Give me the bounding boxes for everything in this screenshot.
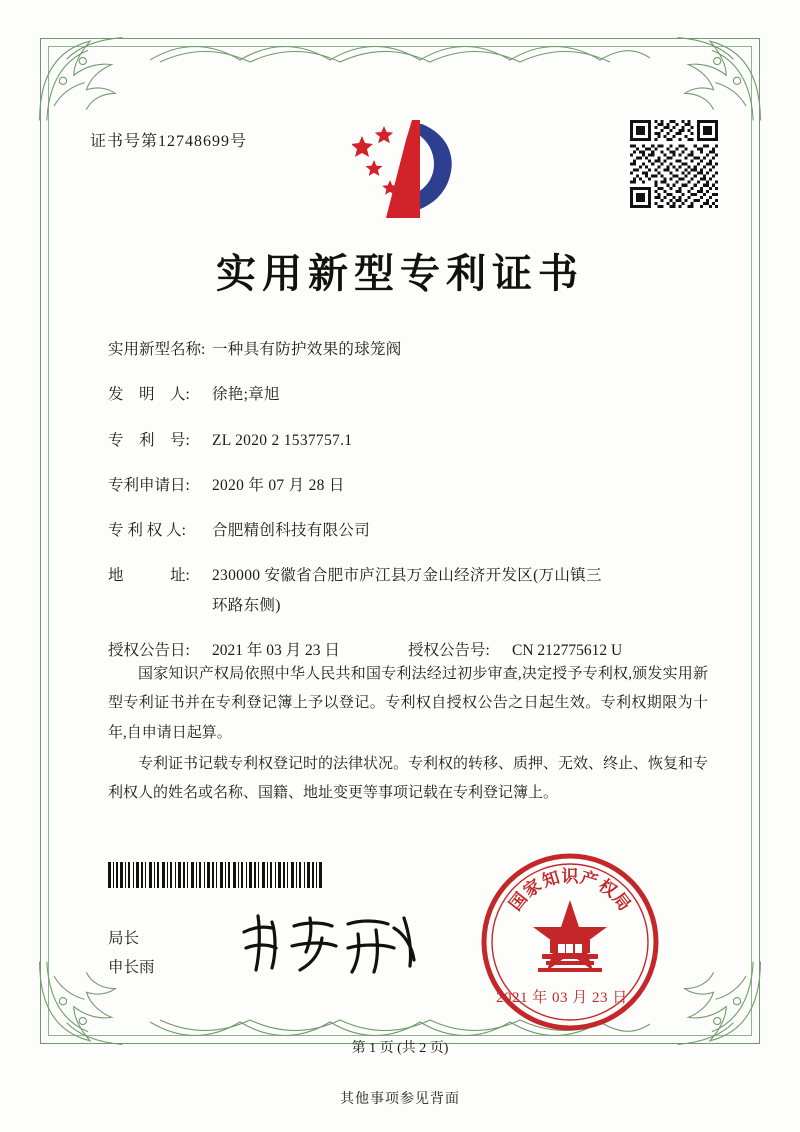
field-value-address-line2: 环路东侧) xyxy=(212,596,281,614)
director-name-label: 申长雨 xyxy=(108,958,155,976)
field-label-patentee: 专 利 权 人: xyxy=(108,522,186,539)
field-label-address: 地 址: xyxy=(108,567,190,585)
svg-text:权: 权 xyxy=(594,875,620,902)
qr-code-icon xyxy=(630,120,718,208)
footer-note: 其他事项参见背面 xyxy=(340,1092,460,1107)
field-value-application-date: 2020 年 07 月 28 日 xyxy=(212,476,345,494)
handwritten-signature xyxy=(236,908,426,980)
svg-text:知: 知 xyxy=(539,867,563,892)
page-title: 实用新型专利证书 xyxy=(216,251,584,297)
field-label-application-date: 专利申请日: xyxy=(108,476,190,494)
field-label-grant-number: 授权公告号: xyxy=(408,641,490,659)
field-value-patentee: 合肥精创科技有限公司 xyxy=(212,522,371,539)
svg-text:识: 识 xyxy=(561,867,579,887)
legal-paragraph-2: 专利证书记载专利权登记时的法律状况。专利权的转移、质押、无效、终止、恢复和专利权人的姓名或名称、国籍、地址变更等事项记载在专利登记簿上。 xyxy=(108,755,709,801)
field-application-date xyxy=(108,474,710,497)
field-value-grant-number: CN 212775612 U xyxy=(512,641,623,659)
corner-ornament-bottom-right xyxy=(674,958,764,1048)
field-value-patent-number: ZL 2020 2 1537757.1 xyxy=(212,431,353,449)
cnipa-logo-icon xyxy=(352,118,464,222)
signature-block xyxy=(108,925,155,982)
field-label-name: 实用新型名称: xyxy=(108,341,206,358)
field-inventor xyxy=(108,383,710,406)
field-address xyxy=(108,564,710,617)
field-utility-model-name xyxy=(108,338,710,361)
svg-text:产: 产 xyxy=(577,867,601,892)
field-label-grant-date: 授权公告日: xyxy=(108,641,190,659)
field-value-grant-date: 2021 年 03 月 23 日 xyxy=(212,641,340,659)
field-value-address-line1: 230000 安徽省合肥市庐江县万金山经济开发区(万山镇三 xyxy=(212,567,602,585)
field-grant-date xyxy=(108,639,408,662)
barcode-icon xyxy=(108,862,322,888)
svg-text:国: 国 xyxy=(505,889,532,915)
field-patent-number xyxy=(108,429,710,452)
svg-text:家: 家 xyxy=(520,875,546,902)
corner-ornament-top-left xyxy=(36,34,126,124)
legal-paragraph-1: 国家知识产权局依照中华人民共和国专利法经过初步审查,决定授予专利权,颁发实用新型专利证书并在专利登记簿上予以登记。专利权自授权公告之日起生效。专利权期限为十年,自申请日起算。 xyxy=(108,666,708,741)
field-value-name: 一种具有防护效果的球笼阀 xyxy=(212,341,402,358)
top-edge-ornament xyxy=(150,40,650,64)
legal-text xyxy=(108,660,708,810)
official-seal-icon xyxy=(476,848,664,1036)
corner-ornament-top-right xyxy=(674,34,764,124)
field-value-address xyxy=(212,564,710,617)
field-label-inventor: 发 明 人: xyxy=(108,386,190,404)
seal-date: 2021 年 03 月 23 日 xyxy=(496,990,628,1006)
page-number: 第 1 页 (共 2 页) xyxy=(351,1041,449,1056)
field-patentee xyxy=(108,519,710,542)
field-value-inventor: 徐艳;章旭 xyxy=(212,386,280,404)
field-label-patent-number: 专 利 号: xyxy=(108,431,190,449)
certificate-number: 证书号第12748699号 xyxy=(90,133,248,150)
field-grant-number xyxy=(408,639,622,662)
certificate-fields xyxy=(108,338,710,684)
field-grant-row xyxy=(108,639,710,662)
director-title-label: 局长 xyxy=(108,930,140,947)
svg-text:局: 局 xyxy=(608,889,635,915)
